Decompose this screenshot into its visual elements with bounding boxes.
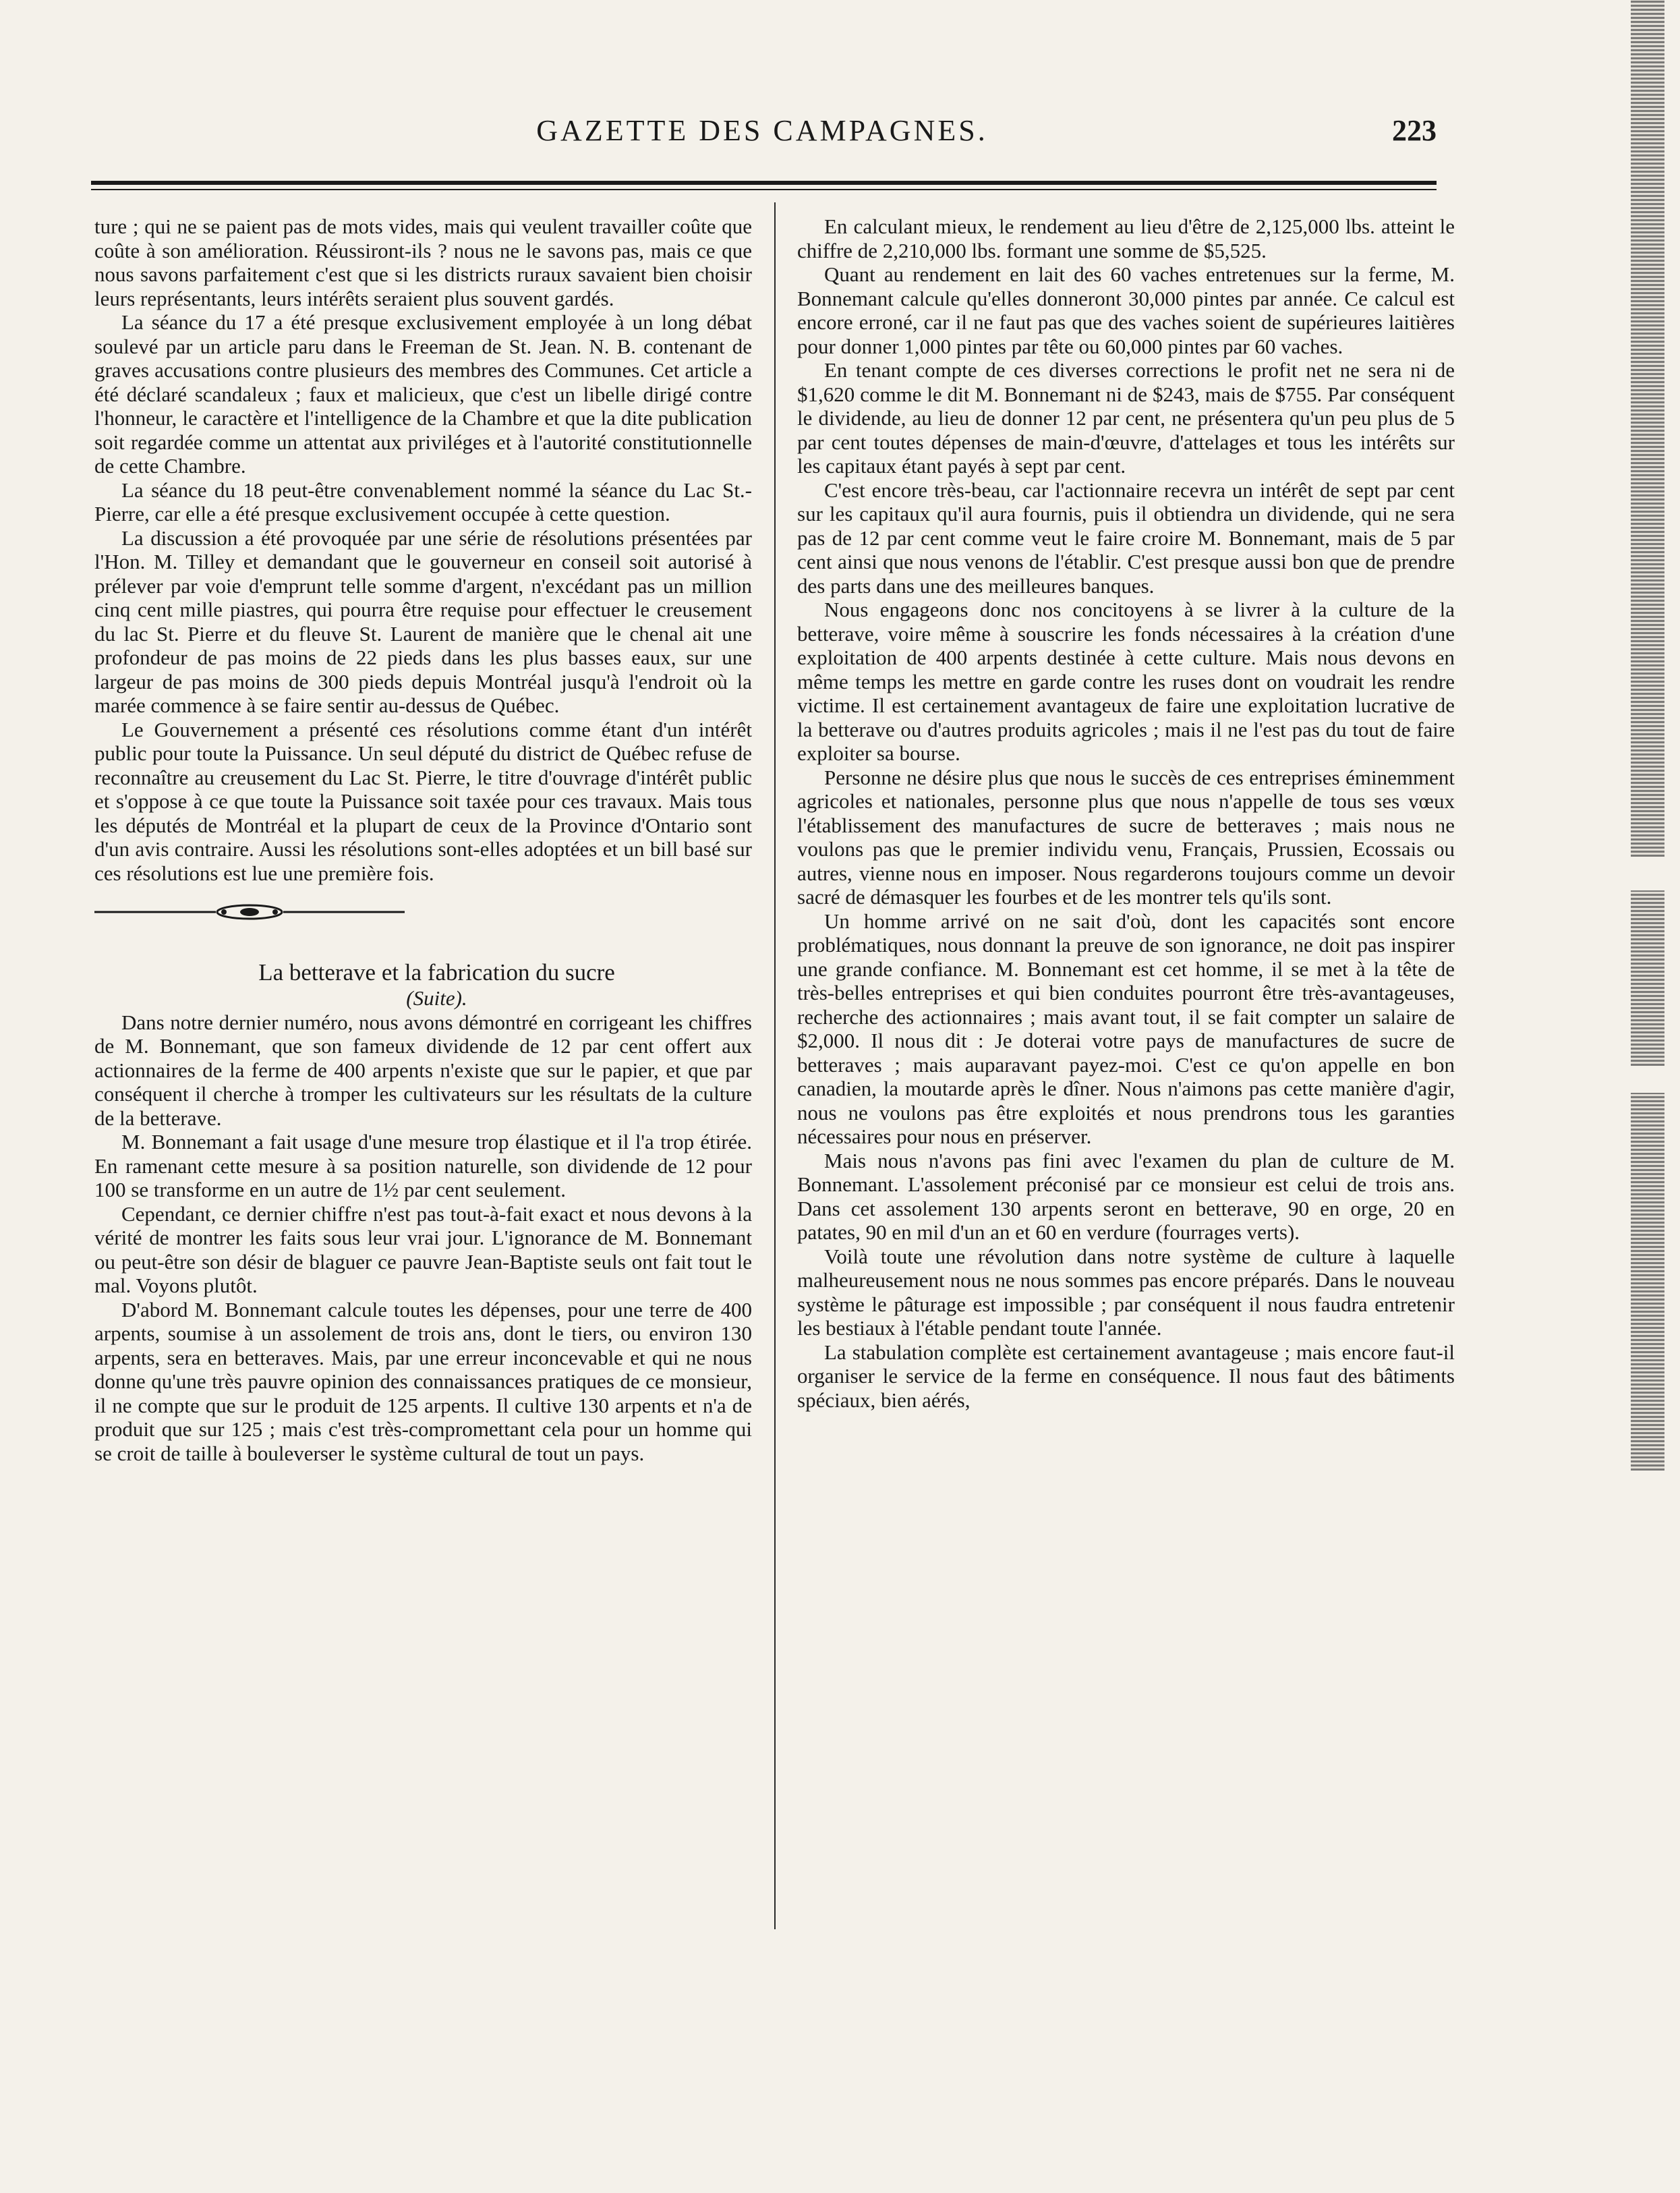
- scan-margin-noise: [1631, 1093, 1664, 1471]
- paragraph: M. Bonnemant a fait usage d'une mesure trop élastique et il l'a trop étirée. En ramenant cette mesure à sa position naturelle, son dividende de 12 pour 100 se transforme en un autre de 1½ par cent seulement.: [94, 1130, 752, 1201]
- paragraph: Un homme arrivé on ne sait d'où, dont les capacités sont encore problématiques, nous donnant la preuve de son ignorance, ne doit pas inspirer une grande confiance. M. Bonnemant est cet homme, il se met à la tête de très-belles entreprises et qui bien conduites pourront être très-avantageuses, recherche des actionnaires ; mais avant tout, il se fait compter un salaire de $2,000. Il nous dit : Je doterai votre pays de manufactures de sucre de betteraves ; mais auparavant payez-moi. C'est ce qu'on appelle en bon canadien, la moutarde après le dîner. Nous n'aimons pas cette manière d'agir, nous ne voulons pas être exploités et nous prendrons tous les garanties nécessaires pour nous en préserver.: [797, 909, 1455, 1148]
- paragraph: Quant au rendement en lait des 60 vaches entretenues sur la ferme, M. Bonnemant calcule qu'elles donneront 30,000 pintes par année. Ce calcul est encore erroné, car il ne faut pas que des vaches soient de supérieures laitières pour donner 1,000 pintes par tête ou 60,000 pintes par 60 vaches.: [797, 262, 1455, 358]
- paragraph: Personne ne désire plus que nous le succès de ces entreprises éminemment agricoles et nationales, personne plus que nous n'appelle de tous ses vœux l'établissement des manufactures de sucre de betteraves ; mais nous ne voulons pas que le premier individu venu, Français, Prussien, Ecossais ou autres, vienne nous en imposer. Nous regarderons toujours comme un devoir sacré de démasquer les fourbes et de les montrer tels qu'ils sont.: [797, 765, 1455, 909]
- page-header: [88, 113, 1437, 167]
- paragraph: Mais nous n'avons pas fini avec l'examen du plan de culture de M. Bonnemant. L'assolement préconisé par ce monsieur est celui de trois ans. Dans cet assolement 130 arpents seront en betterave, 90 en orge, 20 en patates, 90 en mil d'un an et 60 en verdure (fourrages verts).: [797, 1148, 1455, 1244]
- paragraph: Le Gouvernement a présenté ces résolutions comme étant d'un intérêt public pour toute la Puissance. Un seul député du district de Québec refuse de reconnaître au creusement du Lac St. Pierre, le titre d'ouvrage d'intérêt public et s'oppose à ce que toute la Puissance soit taxée pour ces travaux. Mais tous les députés de Montréal et la plupart de ceux de la Province d'Ontario sont d'un avis contraire. Aussi les résolutions sont-elles adoptées et un bill basé sur ces résolutions est lue une première fois.: [94, 717, 752, 885]
- paragraph: La discussion a été provoquée par une série de résolutions présentées par l'Hon. M. Tilley et demandant que le gouverneur en conseil soit autorisé à prélever par voie d'emprunt telle somme d'argent, n'excédant pas un million cinq cent mille piastres, qui pourra être requise pour effectuer le creusement du lac St. Pierre et du fleuve St. Laurent de manière que le chenal ait une profondeur de pas moins de 22 pieds dans les plus basses eaux, sur une largeur de pas moins de 300 pieds depuis Montréal jusqu'à l'endroit où la marée commence à se faire sentir au-dessus de Québec.: [94, 525, 752, 717]
- section-ornament: [94, 903, 405, 921]
- paragraph: La séance du 17 a été presque exclusivement employée à un long débat soulevé par un article paru dans le Freeman de St. Jean. N. B. contenant de graves accusations contre plusieurs des membres des Communes. Cet article a été déclaré scandaleux ; faux et malicieux, que c'est un libelle dirigé contre l'honneur, le caractère et l'intelligence de la Chambre et que la dite publication soit regardée comme un attentat aux priviléges et à l'autorité constitutionnelle de cette Chambre.: [94, 310, 752, 478]
- paragraph: Nous engageons donc nos concitoyens à se livrer à la culture de la betterave, voire même à souscrire les fonds nécessaires à la création d'une exploitation de 400 arpents destinée à cette culture. Mais nous devons en même temps les mettre en garde contre les ruses dont on voudrait les rendre victime. Il est certainement avantageux de faire une exploitation lucrative de la betterave ou d'autres produits agricoles ; mais il ne l'est pas du tout de faire exploiter sa bourse.: [797, 598, 1455, 765]
- paragraph: La séance du 18 peut-être convenablement nommé la séance du Lac St.-Pierre, car elle a été presque exclusivement occupée à cette question.: [94, 478, 752, 525]
- left-column: [94, 215, 752, 1465]
- header-rule-thin: [91, 189, 1437, 190]
- paragraph: ture ; qui ne se paient pas de mots vides, mais qui veulent travailler coûte que coûte à son amélioration. Réussiront-ils ? nous ne le savons pas, mais ce que nous savons parfaitement c'est que si les districts ruraux savaient bien choisir leurs représentants, leurs intérêts seraient plus souvent gardés.: [94, 215, 752, 310]
- paragraph: D'abord M. Bonnemant calcule toutes les dépenses, pour une terre de 400 arpents, soumise à un assolement de trois ans, dont le tiers, ou environ 130 arpents, sera en betteraves. Mais, par une erreur inconcevable et qui ne nous donne qu'une très pauvre opinion des connaissances pratiques de ce monsieur, il ne compte que sur le produit de 125 arpents. Il cultive 130 arpents et n'a de produit que sur 125 ; mais c'est très-compromettant cela pour un homme qui se croit de taille à bouleverser le système cultural de tout un pays.: [94, 1297, 752, 1465]
- paragraph: La stabulation complète est certainement avantageuse ; mais encore faut-il organiser le service de la ferme en conséquence. Il nous faut des bâtiments spéciaux, bien aérés,: [797, 1340, 1455, 1412]
- section-subtitle: (Suite).: [406, 986, 467, 1010]
- right-column: [797, 215, 1455, 1412]
- paragraph: Cependant, ce dernier chiffre n'est pas tout-à-fait exact et nous devons à la vérité de montrer les faits sous leur vrai jour. L'ignorance de M. Bonnemant ou peut-être son désir de blaguer ce pauvre Jean-Baptiste seuls ont fait tout le mal. Voyons plutôt.: [94, 1201, 752, 1297]
- section-title: La betterave et la fabrication du sucre: [258, 959, 615, 986]
- scan-margin-noise: [1631, 890, 1664, 1066]
- paragraph: Dans notre dernier numéro, nous avons démontré en corrigeant les chiffres de M. Bonnemant, que son fameux dividende de 12 par cent offert aux actionnaires de la ferme de 400 arpents n'existe que sur le papier, et que par conséquent il cherche à tromper les cultivateurs sur les résultats de la culture de la betterave.: [94, 1010, 752, 1130]
- header-rule-thick: [91, 181, 1437, 185]
- paragraph: Voilà toute une révolution dans notre système de culture à laquelle malheureusement nous ne nous sommes pas encore préparés. Dans le nouveau système le pâturage est impossible ; par conséquent il nous faudra entretenir les bestiaux à l'étable pendant toute l'année.: [797, 1244, 1455, 1340]
- column-divider: [774, 202, 776, 1929]
- paragraph: C'est encore très-beau, car l'actionnaire recevra un intérêt de sept par cent sur les capitaux qu'il aura fournis, puis il obtiendra un dividende, qui ne sera pas de 12 par cent comme veut le faire croire M. Bonnemant, mais de 5 par cent ainsi que nous venons de l'établir. C'est presque aussi bon que de prendre des parts dans une des meilleures banques.: [797, 478, 1455, 598]
- paragraph: En calculant mieux, le rendement au lieu d'être de 2,125,000 lbs. atteint le chiffre de 2,210,000 lbs. formant une somme de $5,525.: [797, 215, 1455, 262]
- scan-margin-noise: [1631, 0, 1664, 857]
- paragraph: En tenant compte de ces diverses corrections le profit net ne sera ni de $1,620 comme le dit M. Bonnemant ni de $243, mais de $755. Par conséquent le dividende, au lieu de donner 12 par cent, ne présentera qu'un peu plus de 5 par cent toutes dépenses de main-d'œuvre, d'attelages et tous les intérêts sur les capitaux étant payés à sept par cent.: [797, 358, 1455, 478]
- running-title: GAZETTE DES CAMPAGNES.: [536, 114, 988, 147]
- page-number: 223: [1392, 114, 1437, 147]
